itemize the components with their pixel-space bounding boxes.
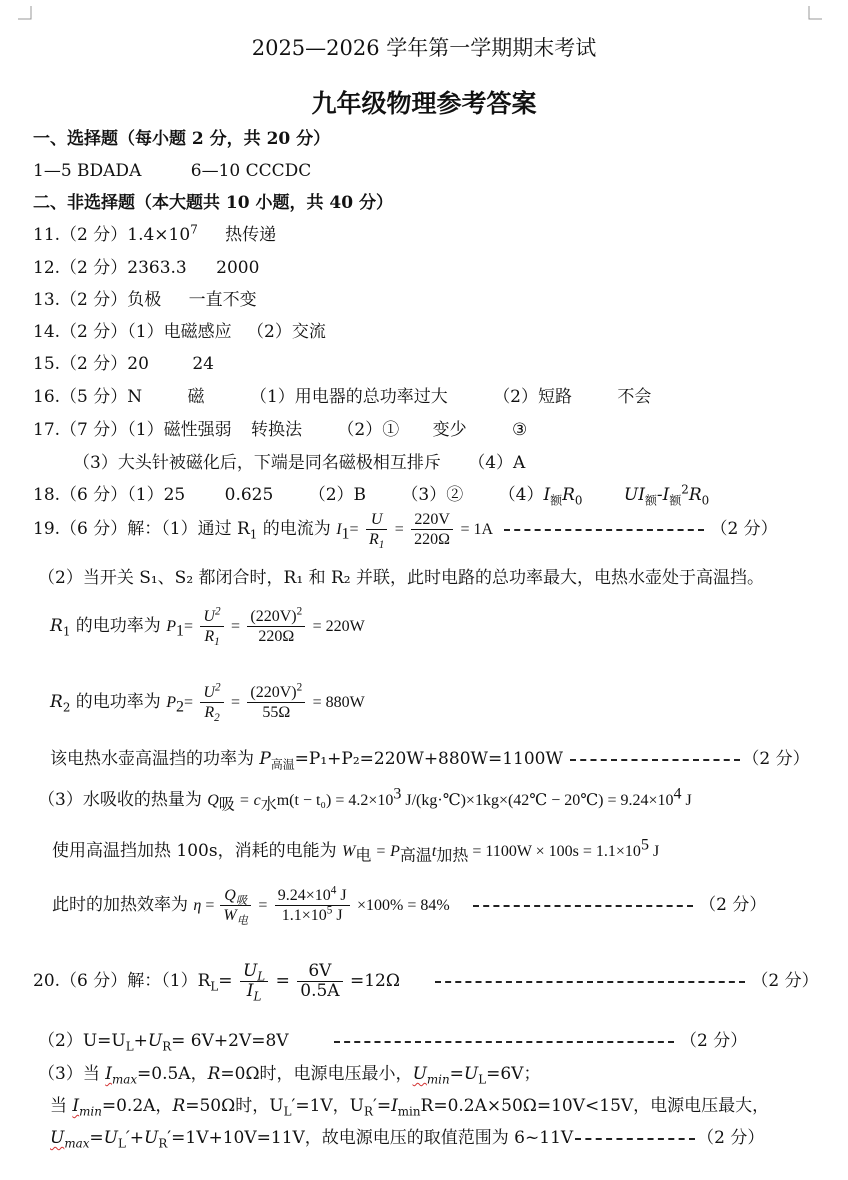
- formula-part: =: [349, 521, 359, 538]
- answer-value: 磁: [187, 387, 205, 407]
- fraction: [247, 683, 305, 722]
- subscript: L: [478, 1072, 487, 1087]
- subscript: 额: [644, 493, 657, 508]
- score-label: （2 分）: [751, 971, 819, 991]
- numerator: $(220V)^2$: [250, 681, 303, 701]
- subscript: 1: [175, 622, 184, 640]
- numerator: 220V: [414, 511, 450, 528]
- denominator: [366, 529, 387, 552]
- text: =0.2A，: [101, 1096, 173, 1116]
- denominator: 220Ω: [411, 529, 453, 549]
- answer-q19-r2-power: $R_2$ 的电功率为 $P_2=$ $\frac{U^2}{R_2}$ = $\frac{(220V)^2}{55\Omega}$ = 880W: [50, 681, 365, 725]
- numerator: $U_L$: [242, 961, 266, 984]
- formula-part: = c: [234, 792, 261, 809]
- score-label: （2 分）: [679, 1031, 748, 1051]
- formula-part: R: [207, 1064, 221, 1084]
- q-label: 16.（5 分）: [33, 387, 128, 407]
- answer-value: （2）B: [308, 485, 367, 505]
- fraction: [366, 510, 387, 552]
- formula-part: （2）U=U: [38, 1031, 126, 1051]
- answer-q19-part2: （2）当开关 S₁、S₂ 都闭合时，R₁ 和 R₂ 并联，此时电路的总功率最大，电热水壶处于高温挡。: [38, 568, 764, 588]
- fraction: [200, 605, 223, 649]
- formula-part: =U: [89, 1128, 118, 1148]
- formula-part: P: [166, 694, 176, 711]
- formula-part: +U: [133, 1031, 163, 1051]
- q-label: 12.（2 分）: [33, 258, 128, 278]
- crop-mark-icon: [18, 6, 32, 20]
- denominator: 0.5A: [297, 981, 342, 1001]
- denominator: $R_2$: [200, 702, 223, 722]
- subscript: min: [397, 1104, 421, 1119]
- exam-title: 2025—2026 学年第一学期期末考试: [251, 36, 597, 60]
- formula-part: = 1100W × 100s = 1.1×10: [468, 843, 641, 860]
- denominator: $I_L$: [240, 981, 268, 1001]
- answer-q16: [33, 386, 651, 408]
- denominator: $W_电$: [220, 905, 251, 925]
- q-label: 18.（6 分）: [33, 485, 128, 505]
- subscript: 电: [355, 847, 372, 865]
- answer-value: （2）①: [337, 420, 400, 440]
- q-label: 20.（6 分）解：: [33, 971, 162, 991]
- answer-value: （2）交流: [247, 322, 326, 342]
- subscript: 1: [341, 525, 350, 543]
- formula-part: I: [336, 521, 342, 538]
- formula-part: J/(kg·℃)×1kg×(42℃ − 20℃) = 9.24×10: [401, 792, 674, 809]
- answer-value: ③: [512, 420, 528, 440]
- subscript: 水: [260, 796, 277, 814]
- subscript: 1: [378, 539, 385, 552]
- formula-part: R: [50, 692, 63, 712]
- crop-mark-icon: [808, 6, 822, 20]
- answer-q19-efficiency: 此时的加热效率为 η = $\frac{Q_吸}{W_电}$ = $\frac{9.24\times 10^4 J}{1.1\times 10^5 J}$ ×100% = 84% （2 分）: [52, 884, 767, 928]
- answer-q19-heat: [38, 785, 692, 814]
- subscript: 0: [574, 493, 583, 508]
- answer-q17-line1: [33, 419, 527, 441]
- text: ′=1V，U: [291, 1096, 364, 1116]
- formula-part: I: [543, 485, 551, 505]
- formula-part: J: [681, 792, 692, 809]
- numerator: $Q_吸$: [224, 887, 248, 908]
- formula-result: =P₁+P₂=220W+880W=1100W: [294, 749, 563, 769]
- answer-q18: [33, 484, 709, 506]
- answer-value: 2363.3: [127, 258, 187, 278]
- fraction: [240, 961, 268, 1004]
- answer-q17-line2: [73, 452, 525, 474]
- exponent: 7: [190, 222, 198, 237]
- answer-q19-energy: [52, 836, 660, 865]
- formula-part: UI: [623, 485, 645, 505]
- answer-value: 变少: [432, 420, 467, 440]
- text: （1）通过 R: [161, 519, 250, 539]
- text: ′=: [372, 1096, 392, 1116]
- text: 该电热水壶高温挡的功率为: [50, 749, 260, 769]
- score-label: （2 分）: [742, 749, 810, 769]
- answer-q20-part3-line2: [50, 1095, 769, 1117]
- dashed-leader: [504, 529, 704, 531]
- text: 当: [50, 1096, 73, 1116]
- answer-q20-part2: [38, 1030, 747, 1052]
- subscript: 加热: [436, 847, 469, 865]
- answer-value: （4）A: [468, 453, 526, 473]
- formula-part: =: [218, 971, 233, 991]
- subscript: 2: [175, 698, 184, 716]
- formula-part: R: [368, 531, 379, 548]
- q-label: 14.（2 分）: [33, 322, 128, 342]
- answer-q12: [33, 257, 259, 279]
- score-label: （2 分）: [699, 895, 767, 915]
- formula-part: P: [259, 749, 271, 769]
- numerator: $9.24\times 10^4$ J: [277, 884, 347, 904]
- answer-value: （3）大头针被磁化后，下端是同名磁极相互排斥: [73, 453, 441, 473]
- answer-value: 1.4×10: [127, 225, 191, 245]
- answer-value: 24: [192, 354, 214, 374]
- formula-result: =12Ω: [349, 971, 400, 991]
- answer-q19-r1-power: $R_1$ 的电功率为 $P_1=$ $\frac{U^2}{R_1}$ = $\frac{(220V)^2}{220\Omega}$ = 220W: [50, 605, 365, 649]
- answer-value: （1）用电器的总功率过大: [249, 387, 448, 407]
- text: =0.5A，: [137, 1064, 208, 1084]
- formula-part: η: [193, 897, 202, 914]
- subscript: 1: [62, 624, 71, 639]
- text: 使用高温挡加热 100s，消耗的电能为: [52, 841, 342, 861]
- answer-value: 转换法: [251, 420, 302, 440]
- subscript: 1: [249, 527, 258, 542]
- denominator: 55Ω: [247, 702, 305, 722]
- exponent: 4: [673, 785, 682, 803]
- subscript: 0: [701, 493, 710, 508]
- answer-value: 热传递: [225, 225, 277, 245]
- text: 的电功率为: [70, 692, 167, 712]
- answer-q15: [33, 353, 214, 375]
- formula-part: J: [648, 843, 660, 860]
- formula-part: $U_{min}$: [412, 1064, 450, 1087]
- answer-value: 不会: [617, 387, 652, 407]
- choice-answers: [33, 160, 311, 182]
- answer-q14: [33, 321, 326, 343]
- text: =6V；: [486, 1064, 541, 1084]
- text: =50Ω时，U: [185, 1096, 284, 1116]
- numerator: 6V: [308, 961, 332, 981]
- fraction: [297, 962, 342, 1001]
- section1-heading: 一、选择题（每小题 2 分，共 20 分）: [33, 129, 331, 149]
- answer-value: （1）磁性强弱: [127, 420, 232, 440]
- answer-value: N: [127, 387, 143, 407]
- answer-value: （2）短路: [493, 387, 573, 407]
- answer-value: 一直不变: [188, 290, 257, 310]
- formula-part: ′+U: [125, 1128, 159, 1148]
- formula-part: Q: [207, 792, 219, 809]
- formula-part: R: [50, 616, 63, 636]
- score-label: （2 分）: [697, 1128, 765, 1148]
- answer-q19-total-power: [50, 748, 810, 770]
- answers-6-10: 6—10 CCCDC: [190, 161, 312, 181]
- text: 的电功率为: [70, 616, 167, 636]
- formula-part: m(t − t₀) = 4.2×10: [276, 792, 394, 809]
- subscript: 吸: [218, 796, 235, 814]
- section2-heading: 二、非选择题（本大题共 10 小题，共 40 分）: [33, 193, 393, 213]
- formula-part: =: [201, 897, 219, 914]
- text: R=0.2A×50Ω=10V<15V，电源电压最大，: [420, 1096, 770, 1116]
- dashed-leader: [575, 1138, 695, 1140]
- fraction: [275, 886, 350, 925]
- denominator: $1.1\times 10^5$ J: [275, 905, 350, 925]
- text: （3）水吸收的热量为: [38, 790, 208, 810]
- score-label: （2 分）: [710, 519, 778, 539]
- answer-q11: [33, 224, 276, 246]
- formula-part: $I_{min}$: [72, 1096, 102, 1119]
- subscript: L: [210, 979, 219, 994]
- fraction: [411, 510, 453, 549]
- formula-result: = 1A: [460, 521, 494, 538]
- answer-value: （1）25: [127, 485, 186, 505]
- subscript: R: [364, 1104, 373, 1119]
- q-label: 15.（2 分）: [33, 354, 128, 374]
- text: ′=1V+10V=11V，故电源电压的取值范围为 6~11V: [167, 1128, 574, 1148]
- subscript: 高温: [270, 757, 295, 772]
- formula-part: = P: [371, 843, 400, 860]
- q-label: 13.（2 分）: [33, 290, 128, 310]
- subscript: 2: [62, 700, 71, 715]
- formula-part: R: [562, 485, 575, 505]
- subscript: 高温: [399, 847, 432, 865]
- formula-part: I: [391, 1096, 398, 1116]
- denominator: 220Ω: [247, 626, 305, 646]
- formula-result: = 880W: [312, 694, 365, 711]
- fraction: [220, 886, 251, 928]
- page-subtitle: 九年级物理参考答案: [311, 89, 537, 118]
- answers-1-5: 1—5 BDADA: [33, 161, 142, 181]
- subscript: R: [158, 1136, 168, 1151]
- subscript: L: [117, 1136, 126, 1151]
- denominator: $R_1$: [200, 626, 223, 646]
- exponent: 5: [640, 836, 649, 854]
- formula-part: R: [688, 485, 702, 505]
- subscript: R: [162, 1039, 172, 1054]
- formula-part: $I_{max}$: [105, 1064, 138, 1087]
- formula-result: ×100% = 84%: [357, 897, 450, 914]
- formula-part: W: [341, 843, 356, 860]
- answer-value: （4）: [498, 485, 544, 505]
- formula-part: -I: [656, 485, 670, 505]
- text: =0Ω时，电源电压最小，: [220, 1064, 413, 1084]
- formula-result: = 220W: [312, 618, 365, 635]
- text: 此时的加热效率为: [52, 895, 194, 915]
- formula-part: R: [172, 1096, 186, 1116]
- answer-q19-part1: 19.（6 分）解：（1）通过 $R_1$ 的电流为 $I_1=$ $\frac{U}{R_1}$ = $\frac{220V}{220\Omega}$ = 1A （2 分）: [33, 511, 778, 552]
- fraction: [200, 681, 223, 725]
- answer-value: （3）②: [401, 485, 464, 505]
- exponent: 2: [681, 482, 689, 497]
- dashed-leader: [473, 905, 693, 907]
- answer-value: 负极: [127, 290, 162, 310]
- subscript: L: [283, 1104, 292, 1119]
- answer-q20-part1: 20.（6 分）解：$(1)R_L=$ $\frac{U_L}{I_L}$ = $\frac{6V}{0.5A}$ =12Ω （2 分）: [33, 961, 819, 1004]
- text: （1）R: [161, 971, 211, 991]
- answer-value: 2000: [216, 258, 260, 278]
- numerator: $U^2$: [203, 605, 221, 625]
- subscript: 额: [550, 493, 563, 508]
- fraction: [247, 607, 305, 646]
- dashed-leader: [435, 981, 745, 983]
- dashed-leader: [334, 1041, 674, 1043]
- answer-q20-part3-line3: [50, 1127, 764, 1149]
- q-label: 19.（6 分）解：: [33, 519, 162, 539]
- subscript: L: [125, 1039, 134, 1054]
- answer-value: （1）电磁感应: [127, 322, 232, 342]
- numerator: U: [370, 511, 383, 528]
- text: 的电流为: [257, 519, 337, 539]
- answer-q13: [33, 289, 257, 311]
- formula-part: t: [431, 843, 437, 860]
- numerator: $U^2$: [203, 681, 221, 701]
- answer-value: 0.625: [224, 485, 274, 505]
- q-label: 17.（7 分）: [33, 420, 128, 440]
- formula-part: =U: [449, 1064, 479, 1084]
- answer-q20-part3: [38, 1063, 540, 1085]
- text: （3）当: [38, 1064, 106, 1084]
- formula-result: = 6V+2V=8V: [171, 1031, 289, 1051]
- formula-part: $U_{max}$: [50, 1128, 90, 1151]
- numerator: $(220V)^2$: [250, 605, 303, 625]
- subscript: 额: [669, 493, 682, 508]
- q-label: 11.（2 分）: [33, 225, 128, 245]
- formula-part: P: [166, 618, 176, 635]
- dashed-leader: [570, 759, 740, 761]
- exponent: 3: [393, 785, 402, 803]
- answer-value: 20: [127, 354, 149, 374]
